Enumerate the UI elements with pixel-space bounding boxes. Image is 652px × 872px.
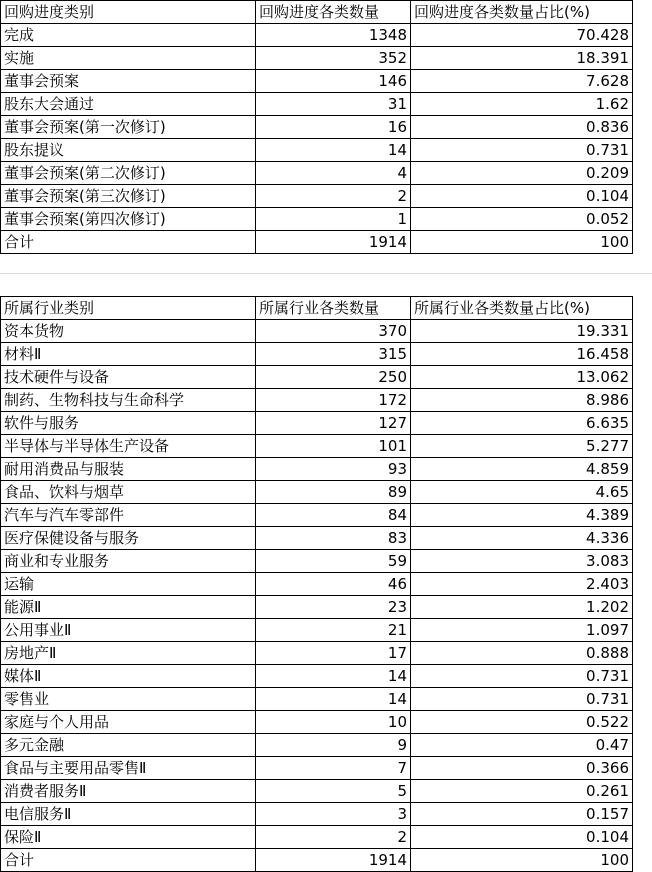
count-cell[interactable]: 21 xyxy=(256,619,411,642)
percent-cell[interactable]: 100 xyxy=(411,849,633,872)
count-cell[interactable]: 14 xyxy=(256,688,411,711)
count-cell[interactable]: 370 xyxy=(256,320,411,343)
table-row xyxy=(1,320,633,343)
table-row xyxy=(1,527,633,550)
category-cell[interactable]: 保险Ⅱ xyxy=(1,826,256,849)
table-row xyxy=(1,343,633,366)
count-cell[interactable]: 10 xyxy=(256,711,411,734)
count-cell[interactable]: 352 xyxy=(256,47,411,70)
table-row xyxy=(1,711,633,734)
category-cell[interactable]: 耐用消费品与服装 xyxy=(1,458,256,481)
percent-cell[interactable]: 0.731 xyxy=(411,688,633,711)
category-cell[interactable]: 董事会预案(第一次修订) xyxy=(1,116,256,139)
table-row xyxy=(1,208,633,231)
percent-cell[interactable]: 0.209 xyxy=(411,162,633,185)
column-header[interactable]: 回购进度类别 xyxy=(1,1,256,24)
percent-cell[interactable]: 13.062 xyxy=(411,366,633,389)
category-cell[interactable]: 董事会预案(第三次修订) xyxy=(1,185,256,208)
table-row xyxy=(1,665,633,688)
table-row xyxy=(1,780,633,803)
percent-cell[interactable]: 0.836 xyxy=(411,116,633,139)
category-cell[interactable]: 汽车与汽车零部件 xyxy=(1,504,256,527)
percent-cell[interactable]: 4.336 xyxy=(411,527,633,550)
percent-cell[interactable]: 0.261 xyxy=(411,780,633,803)
category-cell[interactable]: 公用事业Ⅱ xyxy=(1,619,256,642)
table-row xyxy=(1,389,633,412)
industry-table-body xyxy=(1,297,633,872)
percent-cell[interactable]: 1.097 xyxy=(411,619,633,642)
count-cell[interactable]: 46 xyxy=(256,573,411,596)
buyback-progress-table-body xyxy=(1,1,633,254)
table-row xyxy=(1,826,633,849)
category-cell[interactable]: 资本货物 xyxy=(1,320,256,343)
count-cell[interactable]: 89 xyxy=(256,481,411,504)
percent-cell[interactable]: 0.888 xyxy=(411,642,633,665)
percent-cell[interactable]: 4.389 xyxy=(411,504,633,527)
category-cell[interactable]: 董事会预案 xyxy=(1,70,256,93)
category-cell[interactable]: 零售业 xyxy=(1,688,256,711)
table-row xyxy=(1,116,633,139)
category-cell[interactable]: 制药、生物科技与生命科学 xyxy=(1,389,256,412)
percent-cell[interactable]: 100 xyxy=(411,231,633,254)
percent-cell[interactable]: 0.104 xyxy=(411,826,633,849)
category-cell[interactable]: 完成 xyxy=(1,24,256,47)
table-row xyxy=(1,757,633,780)
category-cell[interactable]: 媒体Ⅱ xyxy=(1,665,256,688)
count-cell[interactable]: 9 xyxy=(256,734,411,757)
table-row xyxy=(1,734,633,757)
count-cell[interactable]: 1348 xyxy=(256,24,411,47)
count-cell[interactable]: 3 xyxy=(256,803,411,826)
table-row xyxy=(1,93,633,116)
column-header[interactable]: 所属行业各类数量占比(%) xyxy=(411,297,633,320)
table-row xyxy=(1,688,633,711)
category-cell[interactable]: 房地产Ⅱ xyxy=(1,642,256,665)
count-cell[interactable]: 84 xyxy=(256,504,411,527)
category-cell[interactable]: 技术硬件与设备 xyxy=(1,366,256,389)
category-cell[interactable]: 家庭与个人用品 xyxy=(1,711,256,734)
count-cell[interactable]: 93 xyxy=(256,458,411,481)
count-cell[interactable]: 101 xyxy=(256,435,411,458)
table-row xyxy=(1,596,633,619)
count-cell[interactable]: 14 xyxy=(256,139,411,162)
table-row xyxy=(1,231,633,254)
table-row xyxy=(1,619,633,642)
column-header[interactable]: 所属行业类别 xyxy=(1,297,256,320)
category-cell[interactable]: 董事会预案(第二次修订) xyxy=(1,162,256,185)
category-cell[interactable]: 商业和专业服务 xyxy=(1,550,256,573)
table-row xyxy=(1,803,633,826)
category-cell[interactable]: 软件与服务 xyxy=(1,412,256,435)
count-cell[interactable]: 31 xyxy=(256,93,411,116)
percent-cell[interactable]: 1.202 xyxy=(411,596,633,619)
count-cell[interactable]: 4 xyxy=(256,162,411,185)
table-row xyxy=(1,481,633,504)
table-row xyxy=(1,849,633,872)
percent-cell[interactable]: 70.428 xyxy=(411,24,633,47)
category-cell[interactable]: 运输 xyxy=(1,573,256,596)
blank-row-divider xyxy=(0,273,652,274)
percent-cell[interactable]: 4.65 xyxy=(411,481,633,504)
count-cell[interactable]: 83 xyxy=(256,527,411,550)
category-cell[interactable]: 材料Ⅱ xyxy=(1,343,256,366)
percent-cell[interactable]: 0.052 xyxy=(411,208,633,231)
table-row xyxy=(1,435,633,458)
table-row xyxy=(1,573,633,596)
percent-cell[interactable]: 18.391 xyxy=(411,47,633,70)
count-cell[interactable]: 250 xyxy=(256,366,411,389)
count-cell[interactable]: 23 xyxy=(256,596,411,619)
count-cell[interactable]: 315 xyxy=(256,343,411,366)
category-cell[interactable]: 医疗保健设备与服务 xyxy=(1,527,256,550)
header-row xyxy=(1,297,633,320)
percent-cell[interactable]: 0.522 xyxy=(411,711,633,734)
percent-cell[interactable]: 1.62 xyxy=(411,93,633,116)
category-cell[interactable]: 实施 xyxy=(1,47,256,70)
count-cell[interactable]: 7 xyxy=(256,757,411,780)
percent-cell[interactable]: 7.628 xyxy=(411,70,633,93)
category-cell[interactable]: 股东提议 xyxy=(1,139,256,162)
buyback-progress-table xyxy=(0,0,633,254)
count-cell[interactable]: 2 xyxy=(256,826,411,849)
category-cell[interactable]: 合计 xyxy=(1,231,256,254)
percent-cell[interactable]: 0.366 xyxy=(411,757,633,780)
category-cell[interactable]: 股东大会通过 xyxy=(1,93,256,116)
count-cell[interactable]: 127 xyxy=(256,412,411,435)
category-cell[interactable]: 多元金融 xyxy=(1,734,256,757)
column-header[interactable]: 所属行业各类数量 xyxy=(256,297,411,320)
percent-cell[interactable]: 3.083 xyxy=(411,550,633,573)
table-row xyxy=(1,412,633,435)
column-header[interactable]: 回购进度各类数量 xyxy=(256,1,411,24)
table-row xyxy=(1,162,633,185)
count-cell[interactable]: 59 xyxy=(256,550,411,573)
category-cell[interactable]: 合计 xyxy=(1,849,256,872)
count-cell[interactable]: 1914 xyxy=(256,849,411,872)
percent-cell[interactable]: 5.277 xyxy=(411,435,633,458)
percent-cell[interactable]: 2.403 xyxy=(411,573,633,596)
count-cell[interactable]: 1914 xyxy=(256,231,411,254)
percent-cell[interactable]: 16.458 xyxy=(411,343,633,366)
table-row xyxy=(1,642,633,665)
count-cell[interactable]: 146 xyxy=(256,70,411,93)
percent-cell[interactable]: 0.47 xyxy=(411,734,633,757)
percent-cell[interactable]: 0.104 xyxy=(411,185,633,208)
category-cell[interactable]: 能源Ⅱ xyxy=(1,596,256,619)
percent-cell[interactable]: 0.731 xyxy=(411,139,633,162)
percent-cell[interactable]: 6.635 xyxy=(411,412,633,435)
category-cell[interactable]: 食品与主要用品零售Ⅱ xyxy=(1,757,256,780)
table-row xyxy=(1,24,633,47)
count-cell[interactable]: 1 xyxy=(256,208,411,231)
percent-cell[interactable]: 0.157 xyxy=(411,803,633,826)
category-cell[interactable]: 半导体与半导体生产设备 xyxy=(1,435,256,458)
percent-cell[interactable]: 8.986 xyxy=(411,389,633,412)
count-cell[interactable]: 5 xyxy=(256,780,411,803)
count-cell[interactable]: 17 xyxy=(256,642,411,665)
count-cell[interactable]: 2 xyxy=(256,185,411,208)
table-row xyxy=(1,366,633,389)
count-cell[interactable]: 14 xyxy=(256,665,411,688)
blank-rows xyxy=(0,252,652,296)
table-row xyxy=(1,47,633,70)
table-row xyxy=(1,70,633,93)
category-cell[interactable]: 董事会预案(第四次修订) xyxy=(1,208,256,231)
header-row xyxy=(1,1,633,24)
table-row xyxy=(1,458,633,481)
table-row xyxy=(1,550,633,573)
category-cell[interactable]: 食品、饮料与烟草 xyxy=(1,481,256,504)
table-row xyxy=(1,139,633,162)
table-row xyxy=(1,504,633,527)
percent-cell[interactable]: 4.859 xyxy=(411,458,633,481)
industry-table xyxy=(0,296,633,872)
count-cell[interactable]: 172 xyxy=(256,389,411,412)
table-row xyxy=(1,185,633,208)
category-cell[interactable]: 电信服务Ⅱ xyxy=(1,803,256,826)
percent-cell[interactable]: 0.731 xyxy=(411,665,633,688)
count-cell[interactable]: 16 xyxy=(256,116,411,139)
percent-cell[interactable]: 19.331 xyxy=(411,320,633,343)
category-cell[interactable]: 消费者服务Ⅱ xyxy=(1,780,256,803)
column-header[interactable]: 回购进度各类数量占比(%) xyxy=(411,1,633,24)
